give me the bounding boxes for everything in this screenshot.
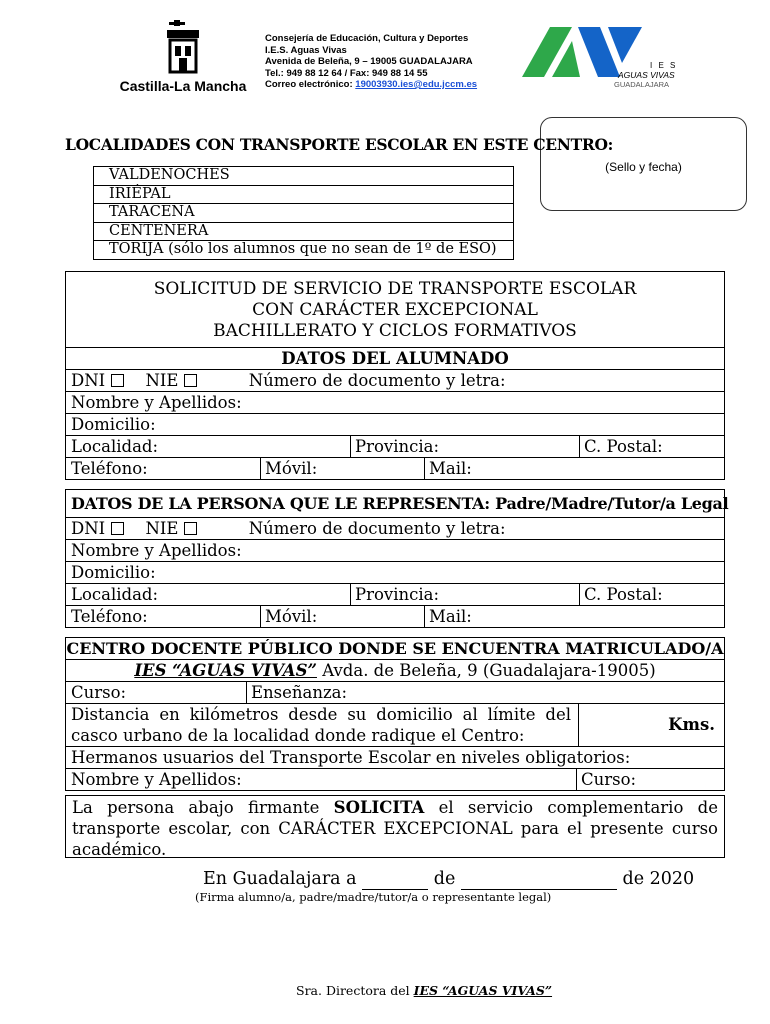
rep-province-field[interactable]: Provincia: xyxy=(350,584,439,605)
ensenanza-field[interactable]: Enseñanza: xyxy=(246,682,347,703)
jccm-crest-icon xyxy=(118,18,248,78)
footer-prefix: Sra. Directora del xyxy=(296,983,414,998)
contact-line: Consejería de Educación, Cultura y Deportes xyxy=(265,33,469,44)
hermanos-name-row xyxy=(66,769,724,790)
email-label: Correo electrónico: xyxy=(265,79,353,90)
hermanos-row: Hermanos usuarios del Transporte Escolar en niveles obligatorios: xyxy=(66,747,724,769)
list-item: VALDENOCHES xyxy=(94,167,513,186)
localidades-title: LOCALIDADES CON TRANSPORTE ESCOLAR EN ESTE CENTRO: xyxy=(65,135,614,154)
curso-field[interactable]: Curso: xyxy=(71,683,127,702)
signature-date-line xyxy=(203,869,694,890)
centro-address-row xyxy=(66,660,724,682)
contact-block xyxy=(265,33,477,91)
nie-label: NIE xyxy=(145,371,179,390)
signature-year: de 2020 xyxy=(622,869,695,889)
kms-field[interactable] xyxy=(578,704,725,746)
rep-phone-row xyxy=(66,606,724,627)
day-field[interactable] xyxy=(362,869,428,890)
jccm-logo xyxy=(118,18,248,96)
list-item: IRIÉPAL xyxy=(94,186,513,205)
stamp-box xyxy=(540,117,747,211)
email-link[interactable]: 19003930.ies@edu.jccm.es xyxy=(355,79,478,90)
alumno-name-field[interactable]: Nombre y Apellidos: xyxy=(66,392,724,414)
request-title-line: CON CARÁCTER EXCEPCIONAL xyxy=(252,300,538,320)
jccm-logo-text: Castilla-La Mancha xyxy=(119,78,247,94)
month-field[interactable] xyxy=(461,869,617,890)
stamp-label: (Sello y fecha) xyxy=(605,160,682,174)
nie-label: NIE xyxy=(145,519,179,538)
alumno-heading: DATOS DEL ALUMNADO xyxy=(66,348,724,370)
email-line xyxy=(265,79,477,91)
signature-note: (Firma alumno/a, padre/madre/tutor/a o representante legal) xyxy=(195,890,552,904)
centro-name: IES “AGUAS VIVAS” xyxy=(134,661,317,680)
rep-postal-field[interactable]: C. Postal: xyxy=(579,584,663,605)
request-title-line: SOLICITUD DE SERVICIO DE TRANSPORTE ESCOLAR xyxy=(153,279,637,299)
centro-form xyxy=(65,637,725,791)
nie-checkbox[interactable] xyxy=(184,374,197,387)
rep-mail-field[interactable]: Mail: xyxy=(424,606,472,627)
distancia-line: casco urbano de la localidad donde radique el Centro: xyxy=(71,726,525,745)
alumno-locality-field[interactable]: Localidad: xyxy=(71,437,159,456)
footer-addressee xyxy=(296,983,552,998)
alumno-mobile-field[interactable]: Móvil: xyxy=(260,458,317,479)
rep-location-row xyxy=(66,584,724,606)
ies-logo-name: AGUAS VIVAS xyxy=(618,70,675,80)
list-item: TORIJA (sólo los alumnos que no sean de 1º de ESO) xyxy=(109,241,497,257)
request-title xyxy=(66,272,724,348)
list-item: TARACENA xyxy=(94,204,513,223)
alumno-province-field[interactable]: Provincia: xyxy=(350,436,439,457)
contact-line: Avenida de Beleña, 9 – 19005 GUADALAJARA xyxy=(265,56,473,67)
alumno-mail-field[interactable]: Mail: xyxy=(424,458,472,479)
doc-number-label[interactable]: Número de documento y letra: xyxy=(248,519,506,538)
distancia-line: Distancia en kilómetros desde su domicilio al límite del xyxy=(71,705,571,724)
rep-locality-field[interactable]: Localidad: xyxy=(71,585,159,604)
solicita-keyword: SOLICITA xyxy=(333,798,425,817)
request-title-line: BACHILLERATO Y CICLOS FORMATIVOS xyxy=(213,321,577,341)
localidades-list xyxy=(93,166,514,260)
doc-number-label[interactable]: Número de documento y letra: xyxy=(248,371,506,390)
centro-course-row xyxy=(66,682,724,704)
kms-label: Kms. xyxy=(668,715,715,734)
alumno-location-row xyxy=(66,436,724,458)
centro-address: Avda. de Beleña, 9 (Guadalajara-19005) xyxy=(316,661,656,680)
footer-ies: IES “AGUAS VIVAS” xyxy=(413,983,553,998)
solicita-text: La persona abajo firmante xyxy=(72,798,334,817)
solicita-box xyxy=(65,795,725,858)
rep-address-field[interactable]: Domicilio: xyxy=(66,562,724,584)
alumno-doc-row xyxy=(66,370,724,392)
hermano-course-field[interactable]: Curso: xyxy=(576,769,636,790)
ies-logo xyxy=(522,25,687,91)
solicita-text: el servicio complementario de transporte escolar, con CARÁCTER EXCEPCIONAL para el presente curso académico. xyxy=(72,798,718,859)
list-item: CENTENERA xyxy=(94,223,513,242)
alumno-form xyxy=(65,271,725,480)
signature-de: de xyxy=(433,869,456,889)
contact-line: I.E.S. Aguas Vivas xyxy=(265,44,347,56)
distancia-label xyxy=(71,704,571,746)
hermano-name-field[interactable]: Nombre y Apellidos: xyxy=(71,770,242,789)
dni-checkbox[interactable] xyxy=(111,522,124,535)
rep-mobile-field[interactable]: Móvil: xyxy=(260,606,317,627)
dni-checkbox[interactable] xyxy=(111,374,124,387)
contact-line: Tel.: 949 88 12 64 / Fax: 949 88 14 55 xyxy=(265,67,428,79)
alumno-phone-row xyxy=(66,458,724,479)
alumno-postal-field[interactable]: C. Postal: xyxy=(579,436,663,457)
alumno-phone-field[interactable]: Teléfono: xyxy=(71,459,148,478)
rep-phone-field[interactable]: Teléfono: xyxy=(71,607,148,626)
rep-name-field[interactable]: Nombre y Apellidos: xyxy=(66,540,724,562)
ies-logo-label: I E S xyxy=(650,61,678,70)
representante-heading: DATOS DE LA PERSONA QUE LE REPRESENTA: Padre/Madre/Tutor/a Legal xyxy=(66,490,724,518)
distancia-row xyxy=(66,704,724,747)
rep-doc-row xyxy=(66,518,724,540)
dni-label: DNI xyxy=(71,519,106,538)
signature-place: En Guadalajara a xyxy=(203,869,357,889)
representante-form xyxy=(65,489,729,628)
dni-label: DNI xyxy=(71,371,106,390)
centro-heading: CENTRO DOCENTE PÚBLICO DONDE SE ENCUENTRA MATRICULADO/A xyxy=(66,639,724,658)
alumno-address-field[interactable]: Domicilio: xyxy=(66,414,724,436)
nie-checkbox[interactable] xyxy=(184,522,197,535)
ies-logo-city: GUADALAJARA xyxy=(614,80,670,89)
